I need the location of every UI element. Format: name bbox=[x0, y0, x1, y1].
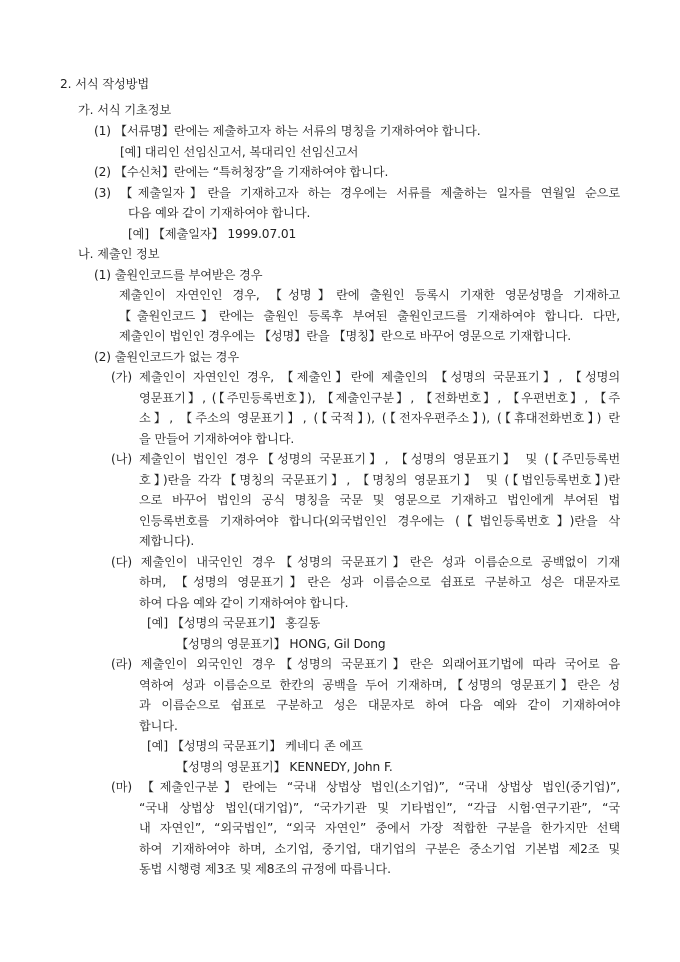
body-line: 【출원인코드】란에는 출원인 등록후 부여된 출원인코드를 기재하여야 합니다. 다만, bbox=[119, 309, 620, 323]
body-line: (가) 제출인이 자연인인 경우, 【제출인】란에 제출인의 【성명의 국문표기】, 【성명의 bbox=[111, 370, 620, 384]
body-line: (1) 출원인코드를 부여받은 경우 bbox=[94, 268, 263, 282]
subsection-heading: 가. 서식 기초정보 bbox=[78, 103, 172, 117]
body-line: 과 이름순으로 쉼표로 구분하고 성은 대문자로 하여 다음 예와 같이 기재하여야 bbox=[139, 698, 620, 712]
example-line: [예] 대리인 선임신고서, 복대리인 선임신고서 bbox=[120, 145, 359, 159]
body-line: “국내 상법상 법인(대기업)”, “국가기관 및 기타법인”, “각급 시험·연구기관”, “국 bbox=[139, 801, 620, 815]
body-line: 제출인이 자연인인 경우, 【성명】란에 출원인 등록시 기재한 영문성명을 기재하고 bbox=[119, 288, 620, 302]
body-line: 합니다. bbox=[139, 719, 178, 733]
body-line: 영문표기】, (【주민등록번호】), 【제출인구분】, 【전화번호】, 【우편번호】, 【주 bbox=[139, 391, 620, 405]
example-line: [예] 【성명의 국문표기】 홍길동 bbox=[147, 616, 321, 630]
subsection-heading: 나. 제출인 정보 bbox=[78, 247, 160, 261]
body-line: 으로 바꾸어 법인의 공식 명칭을 국문 및 영문으로 기재하고 법인에게 부여된 법 bbox=[139, 493, 620, 507]
body-line: (나) 제출인이 법인인 경우【성명의 국문표기】, 【성명의 영문표기】 및 (【주민등록번 bbox=[111, 452, 620, 466]
body-line: 제합니다). bbox=[139, 534, 195, 548]
body-line: 인등록번호를 기재하여야 합니다(외국법인인 경우에는 (【법인등록번호】)란을 삭 bbox=[139, 514, 620, 528]
body-line: 동법 시행령 제3조 및 제8조의 규정에 따릅니다. bbox=[139, 862, 391, 876]
example-line: [예] 【성명의 국문표기】 케네디 존 에프 bbox=[147, 739, 363, 753]
example-line: [예] 【제출일자】 1999.07.01 bbox=[128, 227, 297, 241]
body-line: (1) 【서류명】란에는 제출하고자 하는 서류의 명칭을 기재하여야 합니다. bbox=[94, 124, 481, 138]
example-line: 【성명의 영문표기】 HONG, Gil Dong bbox=[176, 637, 386, 651]
body-line: 소】, 【주소의 영문표기】, (【국적】), (【전자우편주소】), (【휴대전화번호】) 란 bbox=[139, 411, 620, 425]
example-line: 【성명의 영문표기】 KENNEDY, John F. bbox=[176, 760, 393, 774]
body-line: 을 만들어 기재하여야 합니다. bbox=[139, 432, 295, 446]
body-line: (라) 제출인이 외국인인 경우【성명의 국문표기】란은 외래어표기법에 따라 국어로 음 bbox=[111, 657, 620, 671]
body-line: (마) 【제출인구분】란에는 “국내 상법상 법인(소기업)”, “국내 상법상 법인(중기업)”, bbox=[111, 780, 620, 794]
body-line: 다음 예와 같이 기재하여야 합니다. bbox=[128, 206, 311, 220]
body-line: (2) 출원인코드가 없는 경우 bbox=[94, 350, 240, 364]
body-line: 하여 다음 예와 같이 기재하여야 합니다. bbox=[139, 596, 349, 610]
body-line: 제출인이 법인인 경우에는 【성명】란을 【명칭】란으로 바꾸어 영문으로 기재합니다. bbox=[119, 329, 572, 343]
body-line: 호】)란을 각각【명칭의 국문표기】, 【명칭의 영문표기】 및 (【법인등록번호】)란 bbox=[139, 473, 620, 487]
body-line: (3) 【제출일자】란을 기재하고자 하는 경우에는 서류를 제출하는 일자를 연월일 순으로 bbox=[94, 186, 620, 200]
body-line: 하며, 【성명의 영문표기】란은 성과 이름순으로 쉼표로 구분하고 성은 대문자로 bbox=[139, 575, 620, 589]
body-line: 하여 기재하여야 하며, 소기업, 중기업, 대기업의 구분은 중소기업 기본법 제2조 및 bbox=[139, 842, 620, 856]
body-line: 역하여 성과 이름순으로 한칸의 공백을 두어 기재하며,【성명의 영문표기】란은 성 bbox=[139, 678, 620, 692]
body-line: 내 자연인”, “외국법인”, “외국 자연인” 중에서 가장 적합한 구분을 한가지만 선택 bbox=[139, 821, 620, 835]
section-heading: 2. 서식 작성방법 bbox=[60, 77, 150, 91]
body-line: (다) 제출인이 내국인인 경우【성명의 국문표기】란은 성과 이름순으로 공백없이 기재 bbox=[111, 555, 620, 569]
body-line: (2) 【수신처】란에는 “특허청장”을 기재하여야 합니다. bbox=[94, 165, 389, 179]
